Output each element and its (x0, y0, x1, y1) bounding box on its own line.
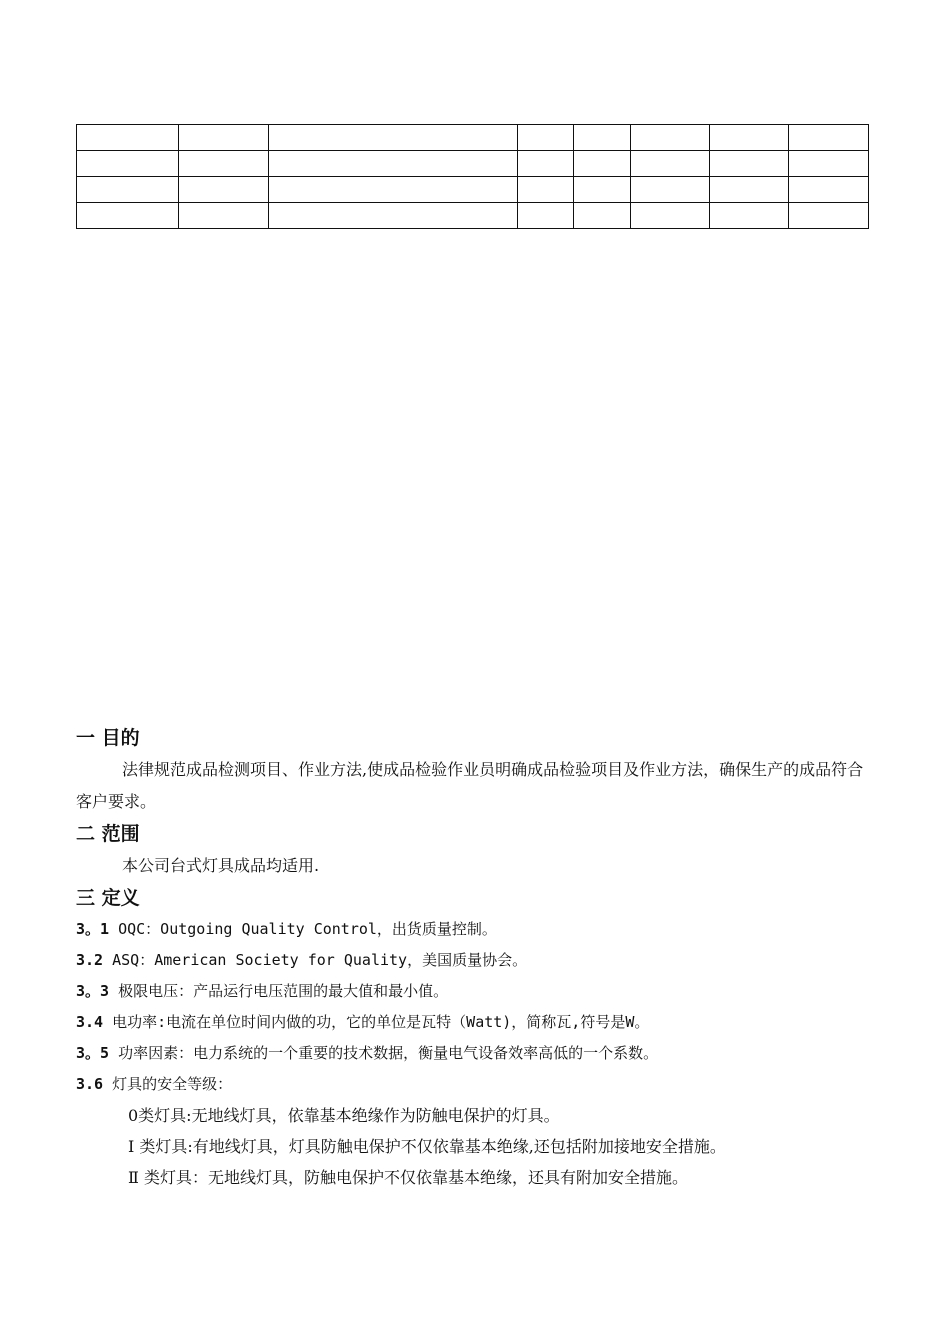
table-cell (574, 151, 631, 177)
definition-item (76, 945, 876, 976)
table-cell (179, 203, 269, 229)
document-header-table (76, 124, 869, 229)
document-body (76, 722, 876, 1193)
table-cell (631, 203, 710, 229)
table-cell (574, 177, 631, 203)
table-row (77, 125, 869, 151)
purpose-paragraph: 法律规范成品检测项目、作业方法,使成品检验作业员明确成品检验项目及作业方法，确保生产的成品符合客户要求。 (76, 760, 864, 811)
table-cell (269, 177, 518, 203)
table-cell (710, 151, 789, 177)
definition-item (76, 914, 876, 945)
safety-class-0: 0类灯具:无地线灯具，依靠基本绝缘作为防触电保护的灯具。 (128, 1106, 560, 1125)
definition-item (76, 1007, 876, 1038)
table-cell (77, 177, 179, 203)
definition-item (76, 976, 876, 1007)
table-cell (179, 125, 269, 151)
table-cell (269, 151, 518, 177)
table-cell (269, 203, 518, 229)
definition-number: 3.6 (76, 1075, 104, 1093)
definition-text: 灯具的安全等级： (103, 1075, 233, 1093)
definition-text: 极限电压：产品运行电压范围的最大值和最小值。 (109, 982, 449, 1000)
table-cell (77, 125, 179, 151)
definition-number: 3.4 (76, 1013, 104, 1031)
table-cell (518, 177, 574, 203)
table-cell (518, 151, 574, 177)
safety-class-2: Ⅱ 类灯具：无地线灯具，防触电保护不仅依靠基本绝缘，还具有附加安全措施。 (128, 1168, 688, 1187)
table-cell (789, 177, 869, 203)
safety-class-1: Ⅰ 类灯具:有地线灯具，灯具防触电保护不仅依靠基本绝缘,还包括附加接地安全措施。 (128, 1137, 726, 1156)
table-cell (631, 125, 710, 151)
table-cell (574, 203, 631, 229)
table-cell (789, 203, 869, 229)
table-cell (789, 151, 869, 177)
table-cell (269, 125, 518, 151)
table-cell (574, 125, 631, 151)
table-row (77, 177, 869, 203)
definition-number: 3.2 (76, 951, 104, 969)
section-heading-definitions: 三 定义 (76, 887, 140, 909)
table-cell (77, 151, 179, 177)
definition-number: 3。1 (76, 920, 110, 938)
table-cell (77, 203, 179, 229)
table-cell (631, 177, 710, 203)
definition-text: ASQ：American Society for Quality，美国质量协会。 (103, 951, 528, 969)
table-row (77, 151, 869, 177)
definition-item (76, 1069, 876, 1100)
definition-text: 功率因素：电力系统的一个重要的技术数据，衡量电气设备效率高低的一个系数。 (109, 1044, 659, 1062)
table-cell (789, 125, 869, 151)
definition-number: 3。3 (76, 982, 110, 1000)
table-cell (710, 177, 789, 203)
scope-paragraph: 本公司台式灯具成品均适用. (122, 856, 320, 875)
definition-text: 电功率:电流在单位时间内做的功，它的单位是瓦特（Watt)，简称瓦,符号是W。 (103, 1013, 650, 1031)
table-cell (710, 125, 789, 151)
definition-item (76, 1038, 876, 1069)
section-heading-purpose: 一 目的 (76, 727, 140, 749)
table-cell (518, 125, 574, 151)
table-row (77, 203, 869, 229)
section-heading-scope: 二 范围 (76, 823, 140, 845)
table-cell (179, 151, 269, 177)
definition-number: 3。5 (76, 1044, 110, 1062)
table-cell (518, 203, 574, 229)
table-cell (710, 203, 789, 229)
table-cell (179, 177, 269, 203)
table-cell (631, 151, 710, 177)
definition-text: OQC：Outgoing Quality Control，出货质量控制。 (109, 920, 497, 938)
